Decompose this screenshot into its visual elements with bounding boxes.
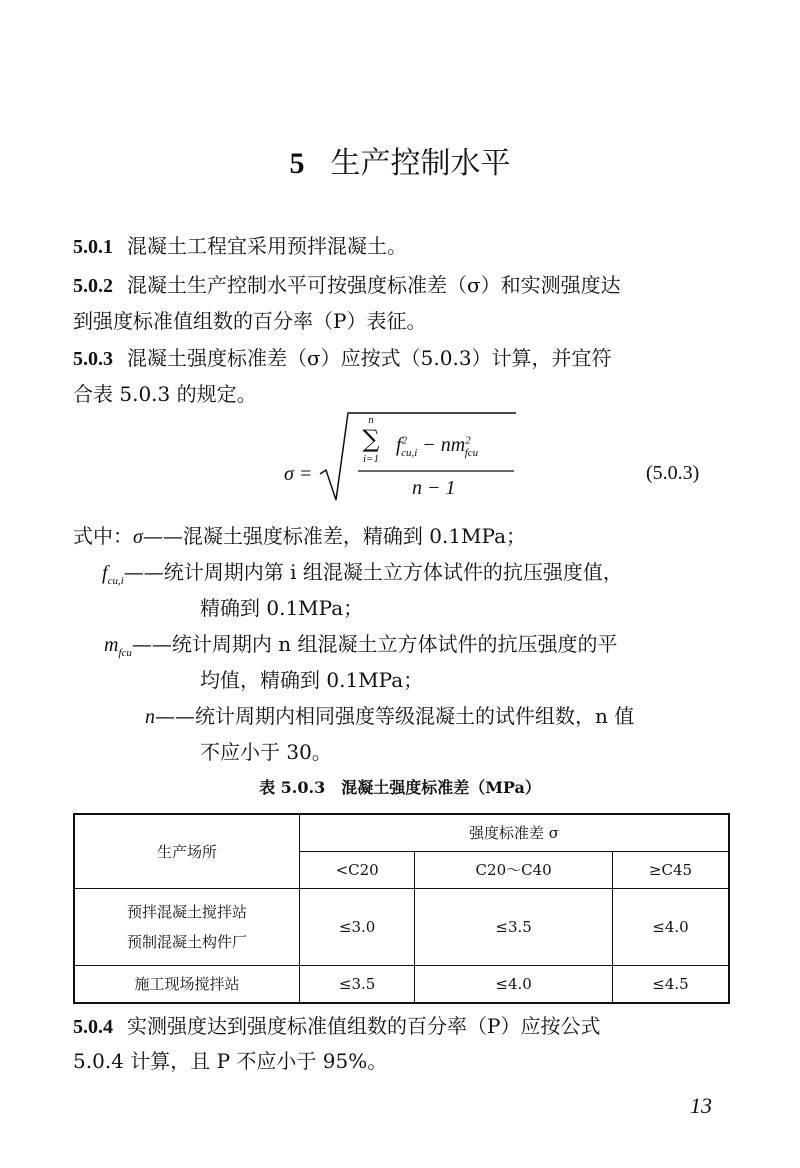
- definition-n: [145, 704, 634, 729]
- section-title: [0, 146, 800, 182]
- table-cell: ≤4.0: [612, 889, 729, 966]
- definition-fcu-i: [102, 560, 623, 585]
- definition-text: ——混凝土强度标准差，精确到 0.1MPa；: [142, 524, 526, 548]
- clause-text: 混凝土工程宜采用预拌混凝土。: [127, 234, 407, 258]
- clause-5-0-2: [73, 273, 621, 298]
- definition-text: 不应小于 30。: [200, 740, 332, 764]
- definition-text: ——统计周期内第 i 组混凝土立方体试件的抗压强度值，: [123, 560, 623, 584]
- clause-5-0-3: [73, 346, 612, 371]
- table-cell: ≤4.5: [612, 966, 729, 1004]
- table-caption: 表 5.0.3 混凝土强度标准差（MPa）: [259, 778, 541, 797]
- table-cell: ≤3.5: [300, 966, 415, 1004]
- section-number: 5: [289, 147, 305, 180]
- page-number: 13: [690, 1093, 712, 1118]
- sum-block: [356, 414, 386, 465]
- definition-text: ——统计周期内 n 组混凝土立方体试件的抗压强度的平: [131, 632, 618, 656]
- column-header: C20～C40: [415, 852, 613, 889]
- clause-text: 混凝土生产控制水平可按强度标准差（σ）和实测强度达: [127, 273, 621, 297]
- clause-text: 混凝土强度标准差（σ）应按式（5.0.3）计算，并宜符: [127, 346, 612, 370]
- column-header: ≥C45: [612, 852, 729, 889]
- row-place: 施工现场搅拌站: [74, 966, 300, 1004]
- clause-number: 5.0.2: [73, 275, 113, 297]
- clause-text: 合表 5.0.3 的规定。: [73, 382, 257, 406]
- clause-number: 5.0.1: [73, 236, 113, 258]
- header-production-site: 生产场所: [74, 814, 300, 889]
- formula-denominator: n − 1: [412, 477, 456, 499]
- definition-text: ——统计周期内相同强度等级混凝土的试件组数，n 值: [155, 704, 635, 728]
- term-subscript: cu,i: [107, 575, 124, 587]
- table-row: [74, 966, 729, 1004]
- column-header: <C20: [300, 852, 415, 889]
- term: σ: [133, 526, 143, 548]
- definition-text: 精确到 0.1MPa；: [200, 596, 364, 620]
- definition-text: 均值，精确到 0.1MPa；: [200, 668, 424, 692]
- clause-text: 实测强度达到强度标准值组数的百分率（P）应按公式: [127, 1014, 601, 1038]
- term: n: [145, 706, 155, 728]
- clause-text: 5.0.4 计算，且 P 不应小于 95%。: [73, 1049, 388, 1073]
- formula-numerator: $f^2_{cu,i} - nm^2_{fcu}$: [396, 434, 479, 459]
- definitions-lead: 式中：: [73, 524, 133, 548]
- std-deviation-table: [73, 813, 730, 1004]
- sum-icon: ∑: [362, 425, 380, 453]
- clause-5-0-1: [73, 234, 407, 259]
- clause-5-0-4: [73, 1014, 600, 1039]
- formula-lhs: σ =: [284, 463, 313, 485]
- clause-text: 到强度标准值组数的百分率（P）表征。: [73, 309, 427, 333]
- row-place: 预拌混凝土搅拌站 预制混凝土构件厂: [74, 889, 300, 966]
- table-cell: ≤4.0: [415, 966, 613, 1004]
- table-row: [74, 889, 729, 966]
- term: f: [102, 562, 108, 584]
- formula-number: (5.0.3): [646, 462, 700, 484]
- definition-mfcu: [104, 632, 618, 657]
- table-cell: ≤3.5: [415, 889, 613, 966]
- term-subscript: fcu: [118, 647, 132, 659]
- sum-lower-limit: i=1: [363, 453, 379, 465]
- definition-sigma: [73, 524, 526, 549]
- header-std-deviation: 强度标准差 σ: [300, 814, 730, 852]
- table-cell: ≤3.0: [300, 889, 415, 966]
- sum-upper-limit: n: [368, 414, 374, 426]
- section-title-text: 生产控制水平: [330, 146, 511, 181]
- term: m: [104, 634, 119, 656]
- clause-number: 5.0.3: [73, 348, 113, 370]
- clause-number: 5.0.4: [73, 1016, 113, 1038]
